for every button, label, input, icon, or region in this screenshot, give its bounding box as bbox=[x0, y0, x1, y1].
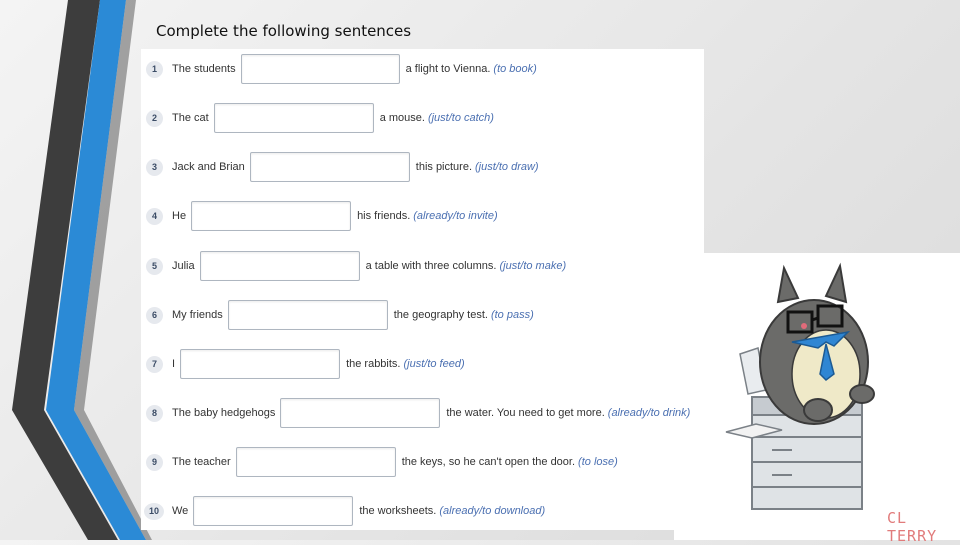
exercise-rest: the worksheets. bbox=[359, 505, 437, 517]
exercise-rest: this picture. bbox=[415, 161, 473, 173]
answer-input-1[interactable] bbox=[241, 54, 400, 84]
answer-input-9[interactable] bbox=[236, 447, 396, 477]
exercise-hint: (already/to download) bbox=[439, 505, 546, 517]
exercise-rest: the rabbits. bbox=[346, 358, 401, 370]
exercise-number: 10 bbox=[144, 503, 164, 520]
exercise-row-7 bbox=[141, 349, 465, 379]
exercise-hint: (to pass) bbox=[490, 309, 534, 321]
exercise-subject: The baby hedgehogs bbox=[172, 407, 276, 419]
artist-watermark: CL TERRY bbox=[887, 509, 938, 545]
exercise-hint: (to lose) bbox=[578, 456, 618, 468]
answer-input-2[interactable] bbox=[214, 103, 374, 133]
exercise-row-10 bbox=[141, 496, 545, 526]
exercise-subject: The teacher bbox=[172, 456, 231, 468]
exercise-subject: We bbox=[172, 505, 189, 517]
answer-input-8[interactable] bbox=[280, 398, 440, 428]
exercise-row-4 bbox=[141, 201, 498, 231]
exercise-row-9 bbox=[141, 447, 618, 477]
exercise-number: 8 bbox=[146, 405, 163, 422]
exercise-hint: (to book) bbox=[493, 63, 537, 75]
exercise-subject: Julia bbox=[172, 260, 195, 272]
worksheet bbox=[141, 49, 704, 530]
slide-title: Complete the following sentences bbox=[156, 22, 412, 40]
answer-input-7[interactable] bbox=[180, 349, 340, 379]
exercise-rest: a table with three columns. bbox=[365, 260, 497, 272]
exercise-number: 2 bbox=[146, 110, 163, 127]
exercise-rest: the geography test. bbox=[393, 309, 488, 321]
answer-input-4[interactable] bbox=[191, 201, 351, 231]
exercise-row-3 bbox=[141, 152, 539, 182]
exercise-rest: his friends. bbox=[357, 210, 411, 222]
answer-input-3[interactable] bbox=[250, 152, 410, 182]
exercise-rest: a mouse. bbox=[379, 112, 425, 124]
exercise-hint: (just/to feed) bbox=[403, 358, 465, 370]
exercise-number: 1 bbox=[146, 61, 163, 78]
answer-input-6[interactable] bbox=[228, 300, 388, 330]
exercise-number: 9 bbox=[146, 454, 163, 471]
exercise-subject: The cat bbox=[172, 112, 209, 124]
answer-input-5[interactable] bbox=[200, 251, 360, 281]
exercise-hint: (just/to make) bbox=[499, 260, 567, 272]
exercise-subject: The students bbox=[172, 63, 236, 75]
exercise-number: 3 bbox=[146, 159, 163, 176]
exercise-row-8 bbox=[141, 398, 690, 428]
exercise-subject: I bbox=[172, 358, 176, 370]
exercise-row-5 bbox=[141, 251, 566, 281]
exercise-subject: Jack and Brian bbox=[172, 161, 245, 173]
exercise-row-2 bbox=[141, 103, 494, 133]
exercise-number: 5 bbox=[146, 258, 163, 275]
exercise-number: 4 bbox=[146, 208, 163, 225]
exercise-hint: (already/to drink) bbox=[607, 407, 691, 419]
exercise-number: 7 bbox=[146, 356, 163, 373]
totoro-photocopier-illustration bbox=[722, 262, 890, 512]
exercise-row-1 bbox=[141, 54, 537, 84]
exercise-subject: My friends bbox=[172, 309, 223, 321]
exercise-rest: the keys, so he can't open the door. bbox=[401, 456, 576, 468]
exercise-hint: (just/to catch) bbox=[427, 112, 494, 124]
answer-input-10[interactable] bbox=[193, 496, 353, 526]
exercise-rest: a flight to Vienna. bbox=[405, 63, 491, 75]
exercise-number: 6 bbox=[146, 307, 163, 324]
exercise-row-6 bbox=[141, 300, 534, 330]
exercise-hint: (just/to draw) bbox=[475, 161, 539, 173]
exercise-hint: (already/to invite) bbox=[413, 210, 498, 222]
exercise-subject: He bbox=[172, 210, 187, 222]
exercise-rest: the water. You need to get more. bbox=[446, 407, 605, 419]
